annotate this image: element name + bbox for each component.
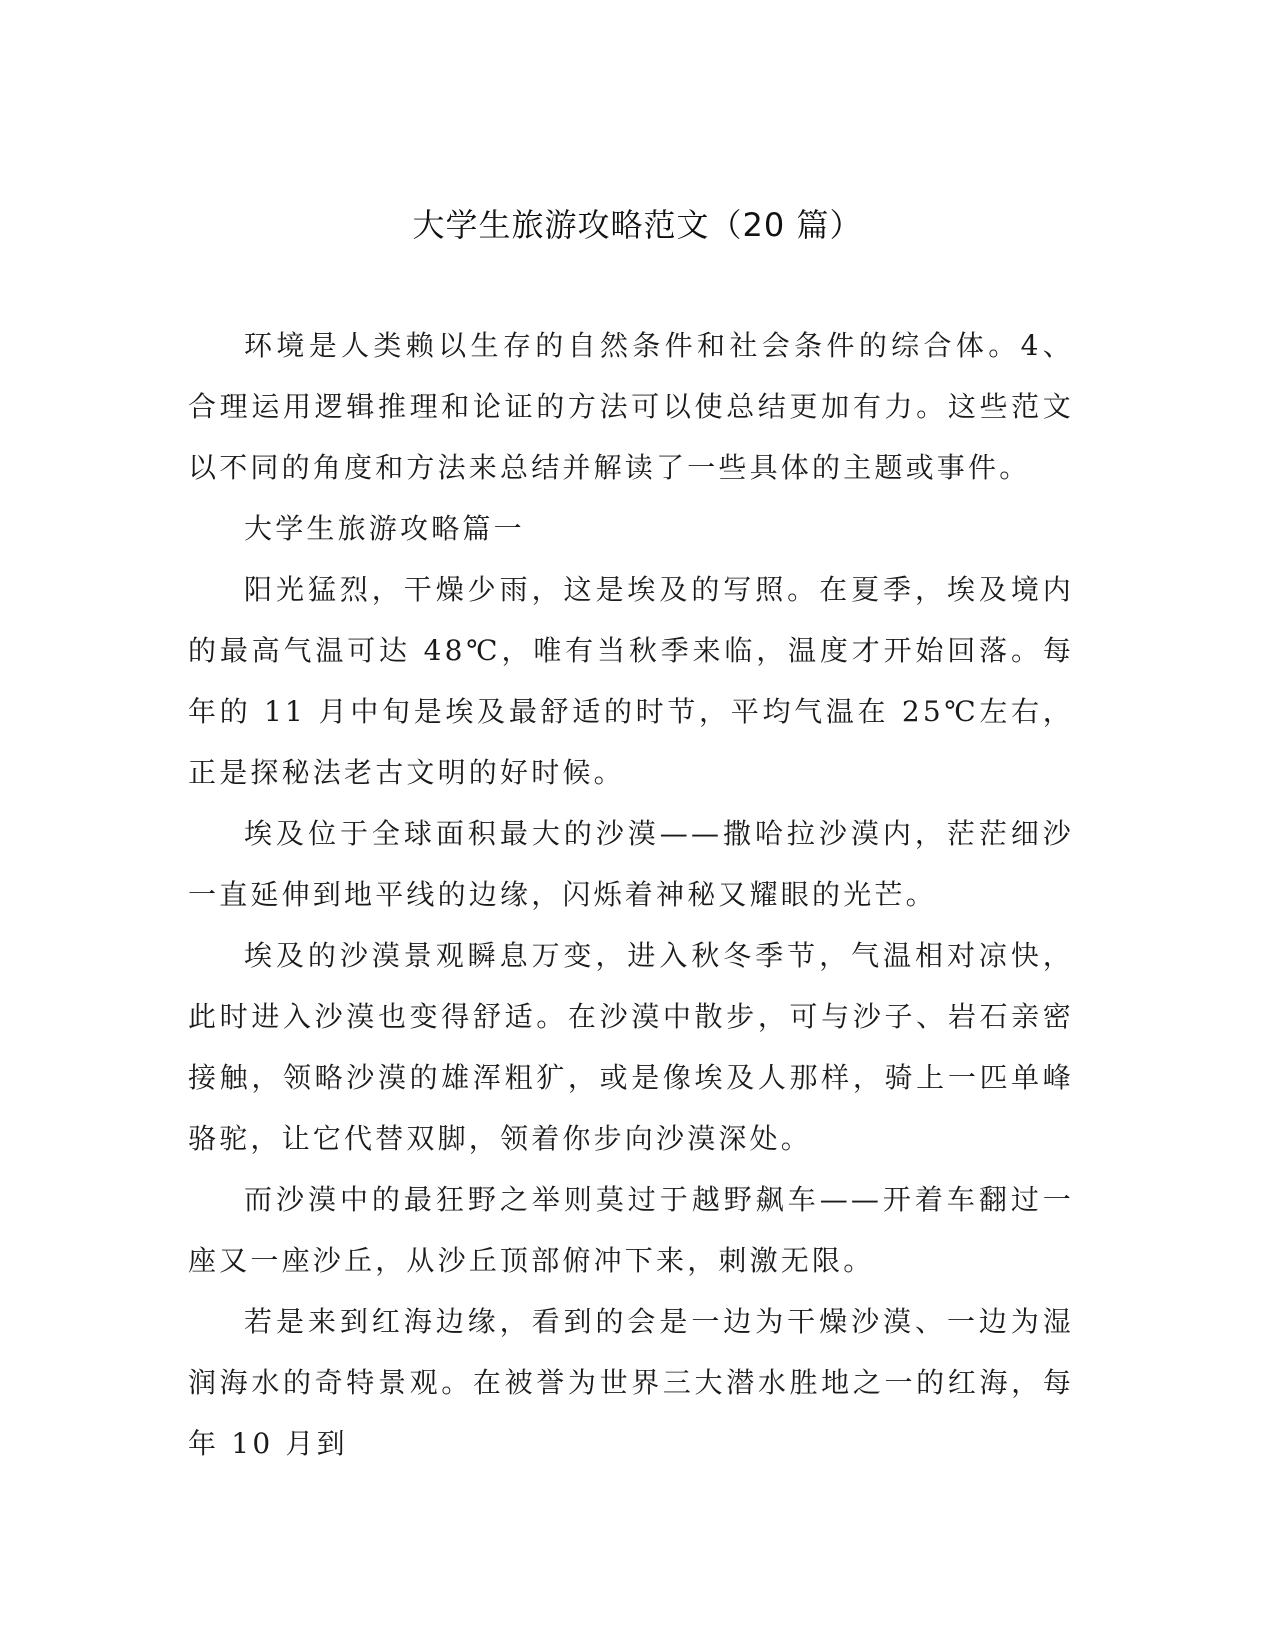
body-paragraph: 埃及位于全球面积最大的沙漠——撒哈拉沙漠内，茫茫细沙一直延伸到地平线的边缘，闪烁着神秘又耀眼的光芒。 [188, 817, 1074, 911]
intro-paragraph: 环境是人类赖以生存的自然条件和社会条件的综合体。4、合理运用逻辑推理和论证的方法可以使总结更加有力。这些范文以不同的角度和方法来总结并解读了一些具体的主题或事件。 [188, 329, 1074, 484]
body-paragraph: 阳光猛烈，干燥少雨，这是埃及的写照。在夏季，埃及境内的最高气温可达 48℃，唯有当秋季来临，温度才开始回落。每年的 11 月中旬是埃及最舒适的时节，平均气温在 25℃左右，正是探秘法老古文明的好时候。 [188, 573, 1074, 789]
body-paragraph: 而沙漠中的最狂野之举则莫过于越野飙车——开着车翻过一座又一座沙丘，从沙丘顶部俯冲下来，刺激无限。 [188, 1183, 1074, 1277]
body-paragraph: 埃及的沙漠景观瞬息万变，进入秋冬季节，气温相对凉快，此时进入沙漠也变得舒适。在沙漠中散步，可与沙子、岩石亲密接触，领略沙漠的雄浑粗犷，或是像埃及人那样，骑上一匹单峰骆驼，让它代替双脚，领着你步向沙漠深处。 [188, 939, 1074, 1155]
document-body [188, 315, 1074, 1474]
section-heading: 大学生旅游攻略篇一 [244, 512, 525, 545]
document-title: 大学生旅游攻略范文（20 篇） [412, 206, 863, 244]
body-paragraph: 若是来到红海边缘，看到的会是一边为干燥沙漠、一边为湿润海水的奇特景观。在被誉为世界三大潜水胜地之一的红海，每年 10 月到 [188, 1305, 1074, 1460]
